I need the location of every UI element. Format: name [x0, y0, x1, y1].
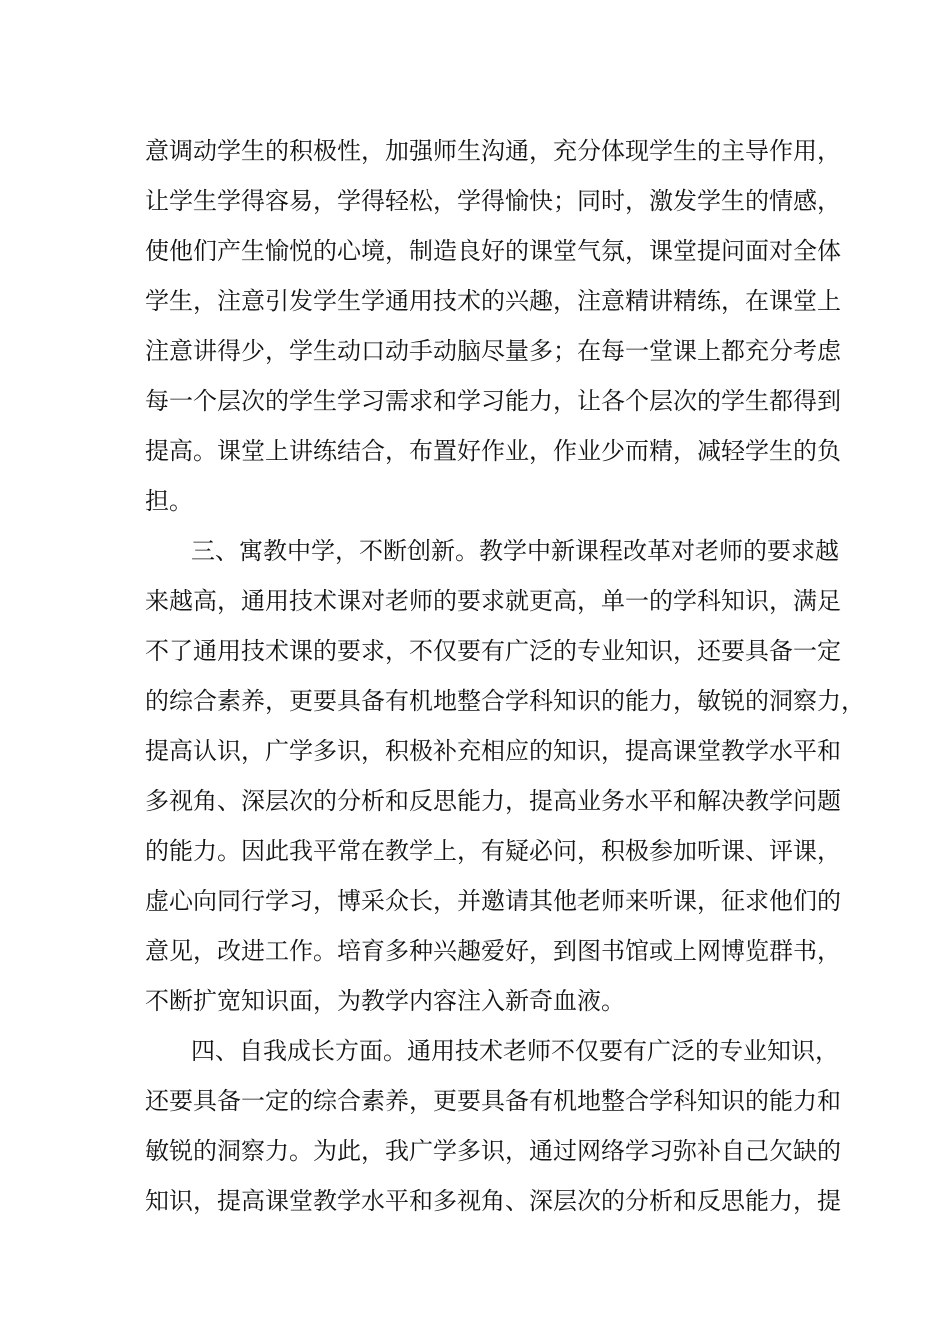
text-line: 不了通用技术课的要求，不仅要有广泛的专业知识，还要具备一定 [145, 637, 841, 665]
text-line: 每一个层次的学生学习需求和学习能力，让各个层次的学生都得到 [145, 387, 841, 415]
text-line: 的能力。因此我平常在教学上，有疑必问，积极参加听课、评课， [145, 837, 841, 865]
text-line: 学生，注意引发学生学通用技术的兴趣，注意精讲精练，在课堂上 [145, 287, 841, 315]
text-line: 虚心向同行学习，博采众长，并邀请其他老师来听课，征求他们的 [145, 887, 841, 915]
paragraph-heading-line: 三、寓教中学，不断创新。教学中新课程改革对老师的要求越 [191, 537, 839, 565]
text-line: 不断扩宽知识面，为教学内容注入新奇血液。 [145, 987, 625, 1015]
text-line: 提高认识，广学多识，积极补充相应的知识，提高课堂教学水平和 [145, 737, 841, 765]
text-line: 还要具备一定的综合素养，更要具备有机地整合学科知识的能力和 [145, 1087, 841, 1115]
text-line: 的综合素养，更要具备有机地整合学科知识的能力，敏锐的洞察力， [145, 687, 865, 715]
text-line: 意见，改进工作。培育多种兴趣爱好，到图书馆或上网博览群书， [145, 937, 841, 965]
text-line: 敏锐的洞察力。为此，我广学多识，通过网络学习弥补自己欠缺的 [145, 1137, 841, 1165]
text-line: 意调动学生的积极性，加强师生沟通，充分体现学生的主导作用， [145, 137, 841, 165]
text-line: 让学生学得容易，学得轻松，学得愉快；同时，激发学生的情感， [145, 187, 841, 215]
text-line: 提高。课堂上讲练结合，布置好作业，作业少而精，减轻学生的负 [145, 437, 841, 465]
paragraph-heading-line: 四、自我成长方面。通用技术老师不仅要有广泛的专业知识， [191, 1037, 839, 1065]
text-line: 知识，提高课堂教学水平和多视角、深层次的分析和反思能力，提 [145, 1187, 841, 1215]
text-line: 担。 [145, 487, 193, 515]
text-line: 注意讲得少，学生动口动手动脑尽量多；在每一堂课上都充分考虑 [145, 337, 841, 365]
text-line: 使他们产生愉悦的心境，制造良好的课堂气氛，课堂提问面对全体 [145, 237, 841, 265]
text-line: 多视角、深层次的分析和反思能力，提高业务水平和解决教学问题 [145, 787, 841, 815]
text-line: 来越高，通用技术课对老师的要求就更高，单一的学科知识，满足 [145, 587, 841, 615]
